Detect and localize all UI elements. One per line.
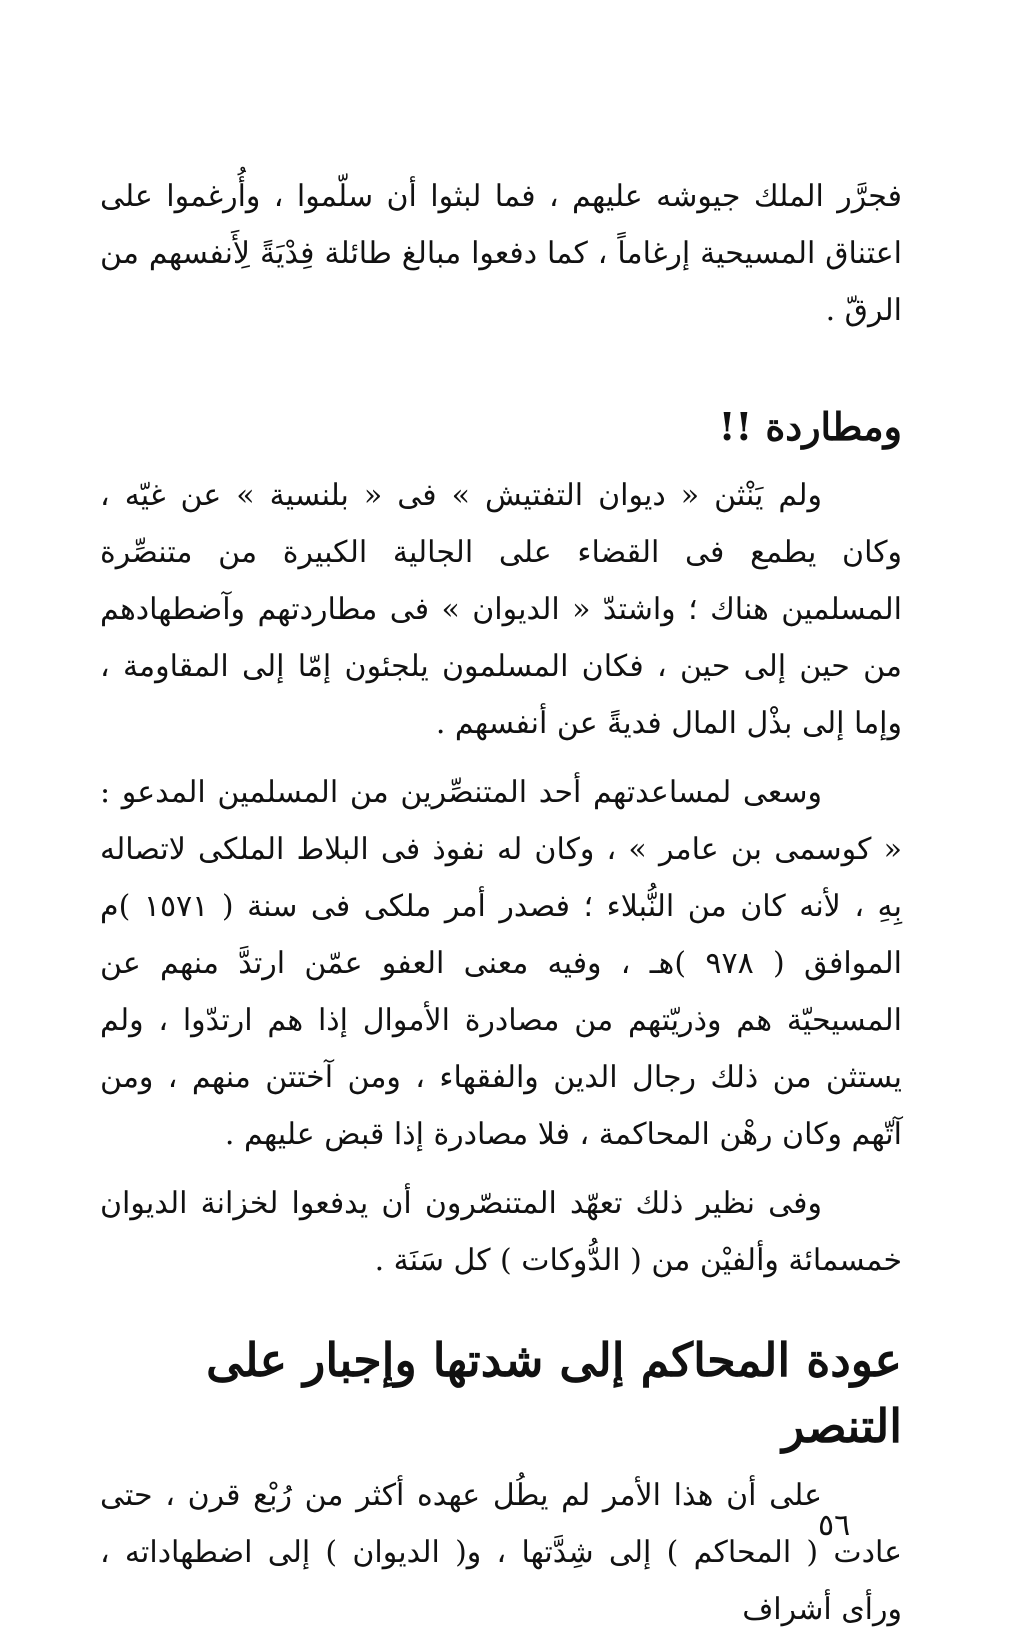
page-number: ٥٦ [818, 1508, 851, 1543]
paragraph-2: ولم يَنْثن « ديوان التفتيش » فى « بلنسية » عن غيّه ، وكان يطمع فى القضاء على الجالية الكبيرة من متنصِّرة المسلمين هناك ؛ واشتدّ « الديوان » فى مطاردتهم وآضطهادهم من حين إلى حين ، فكان المسلمون يلجئون إمّا إلى المقاومة ، وإما إلى بذْل المال فديةً عن أنفسهم . [100, 478, 902, 741]
paragraph-4: وفى نظير ذلك تعهّد المتنصّرون أن يدفعوا لخزانة الديوان خمسمائة وألفيْن من ( الدُّوكات ) كل سَنَة . [100, 1186, 902, 1278]
paragraph-5: على أن هذا الأمر لم يطُل عهده أكثر من رُبْع قرن ، حتى عادت ( المحاكم ) إلى شِدَّتها ، و( الديوان ) إلى اضطهاداته ، ورأى أشراف [100, 1478, 902, 1627]
paragraph-1: فجرَّر الملك جيوشه عليهم ، فما لبثوا أن سلّموا ، وأُرغموا على اعتناق المسيحية إرغاماً ، كما دفعوا مبالغ طائلة فِدْيَةً لِأَنفسهم من الرقّ . [100, 179, 902, 328]
paragraph-3: وسعى لمساعدتهم أحد المتنصِّرين من المسلمين المدعو : « كوسمى بن عامر » ، وكان له نفوذ فى البلاط الملكى لاتصاله بِهِ ، لأنه كان من النُّبلاء ؛ فصدر أمر ملكى فى سنة ( ١٥٧١ )م الموافق ( ٩٧٨ )هـ ، وفيه معنى العفو عمّن ارتدَّ منهم عن المسيحيّة هم وذريّتهم من مصادرة الأموال إذا هم ارتدّوا ، ولم يستثن من ذلك رجال الدين والفقهاء ، ومن آختتن منهم ، ومن آتّهم وكان رهْن المحاكمة ، فلا مصادرة إذا قبض عليهم . [100, 775, 902, 1152]
section-heading-courts-return: عودة المحاكم إلى شدتها وإجبار على التنصر [206, 1333, 902, 1453]
section-heading-pursuit: ومطاردة !! [718, 404, 902, 449]
text-column [100, 168, 902, 1638]
